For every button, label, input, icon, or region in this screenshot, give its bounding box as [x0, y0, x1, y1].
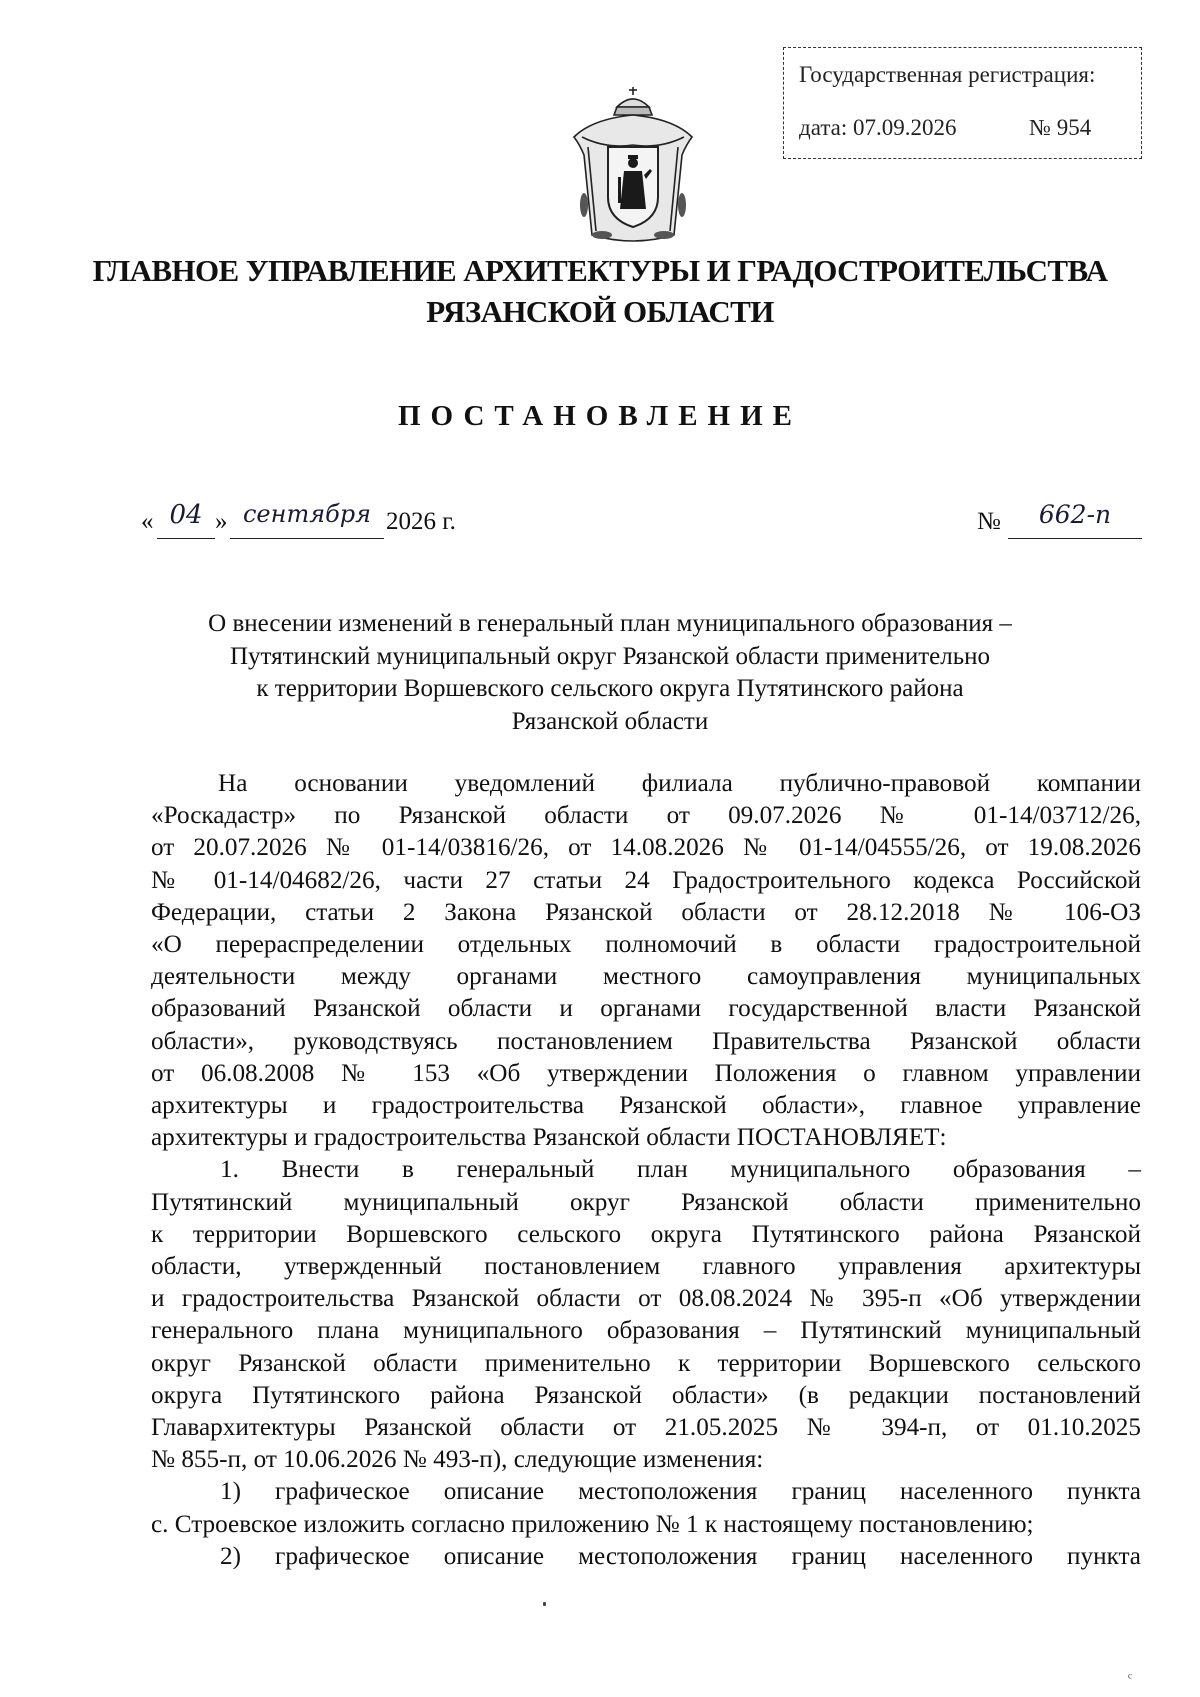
body-line: округа Путятинского района Рязанской области» (в редакции постановлений — [151, 1381, 1141, 1409]
body-line: с. Строевское изложить согласно приложению № 1 к настоящему постановлению; — [151, 1510, 1034, 1538]
body-line: Главархитектуры Рязанской области от 21.05.2025 № 394-п, от 01.10.2025 — [151, 1414, 1141, 1442]
organization-name-line1: ГЛАВНОЕ УПРАВЛЕНИЕ АРХИТЕКТУРЫ И ГРАДОСТРОИТЕЛЬСТВА — [92, 253, 1108, 288]
body-line: образований Рязанской области и органами государственной власти Рязанской — [151, 995, 1141, 1023]
registration-number: № 954 — [1029, 115, 1092, 140]
body-line: № 855-п, от 10.06.2026 № 493-п), следующие изменения: — [151, 1446, 764, 1474]
date-month-underline — [230, 538, 384, 539]
body-line: № 01-14/04682/26, части 27 статьи 24 Градостроительного кодекса Российской — [151, 866, 1141, 894]
date-day-underline — [157, 538, 215, 539]
doc-number-underline — [1008, 538, 1142, 539]
registration-title: Государственная регистрация: — [799, 62, 1096, 87]
body-line: «Роскадастр» по Рязанской области от 09.07.2026 № 01-14/03712/26, — [151, 802, 1141, 830]
body-line: Путятинский муниципальный округ Рязанской области применительно — [151, 1188, 1141, 1216]
doc-number-handwritten: 662-п — [1038, 500, 1112, 529]
registration-date: дата: 07.09.2026 — [799, 115, 957, 140]
body-line: 1) графическое описание местоположения границ населенного пункта — [220, 1478, 1141, 1506]
title-line: О внесении изменений в генеральный план муниципального образования – — [208, 610, 1012, 637]
organization-name-line2: РЯЗАНСКОЙ ОБЛАСТИ — [426, 294, 774, 329]
title-line: к территории Воршевского сельского округа Путятинского района — [256, 675, 964, 702]
date-day-handwritten: 04 — [169, 500, 203, 530]
registration-stamp — [783, 47, 1142, 159]
title-line: Рязанской области — [511, 707, 709, 735]
ryazan-coat-of-arms-icon — [562, 85, 704, 250]
date-month-handwritten: сентября — [242, 500, 371, 528]
body-line: области, утвержденный постановлением главного управления архитектуры — [151, 1253, 1141, 1281]
body-line: 1. Внести в генеральный план муниципального образования – — [220, 1156, 1141, 1184]
date-quote-close: » — [215, 508, 228, 535]
document-type: ПОСТАНОВЛЕНИЕ — [397, 400, 802, 432]
body-line: генерального плана муниципального образования – Путятинский муниципальный — [151, 1317, 1141, 1345]
body-line: от 06.08.2008 № 153 «Об утверждении Положения о главном управлении — [151, 1059, 1141, 1087]
body-line: «О перераспределении отдельных полномочий в области градостроительной — [151, 931, 1141, 959]
body-line: На основании уведомлений филиала публично-правовой компании — [218, 770, 1141, 797]
body-line: архитектуры и градостроительства Рязанской области», главное управление — [151, 1092, 1141, 1120]
document-body — [151, 768, 1141, 1573]
body-line: и градостроительства Рязанской области от 08.08.2024 № 395-п «Об утверждении — [151, 1285, 1141, 1313]
scan-mark: ᶜ — [1128, 1670, 1133, 1687]
date-year: 2026 г. — [386, 508, 456, 535]
doc-number-label: № — [977, 508, 1001, 535]
body-line: от 20.07.2026 № 01-14/03816/26, от 14.08.2026 № 01-14/04555/26, от 19.08.2026 — [151, 834, 1141, 862]
body-line: области», руководствуясь постановлением Правительства Рязанской области — [151, 1027, 1141, 1055]
title-line: Путятинский муниципальный округ Рязанской области применительно — [229, 642, 991, 670]
document-title — [150, 608, 1070, 738]
body-line: деятельности между органами местного самоуправления муниципальных — [151, 963, 1141, 991]
body-line: архитектуры и градостроительства Рязанской области ПОСТАНОВЛЯЕТ: — [151, 1124, 947, 1152]
scan-dot — [543, 1602, 546, 1606]
body-line: 2) графическое описание местоположения границ населенного пункта — [220, 1542, 1141, 1570]
date-quote-open: « — [141, 508, 154, 535]
body-line: к территории Воршевского сельского округа Путятинского района Рязанской — [151, 1220, 1141, 1248]
body-line: округ Рязанской области применительно к территории Воршевского сельского — [151, 1349, 1141, 1377]
body-line: Федерации, статьи 2 Закона Рязанской области от 28.12.2018 № 106-ОЗ — [151, 898, 1141, 926]
